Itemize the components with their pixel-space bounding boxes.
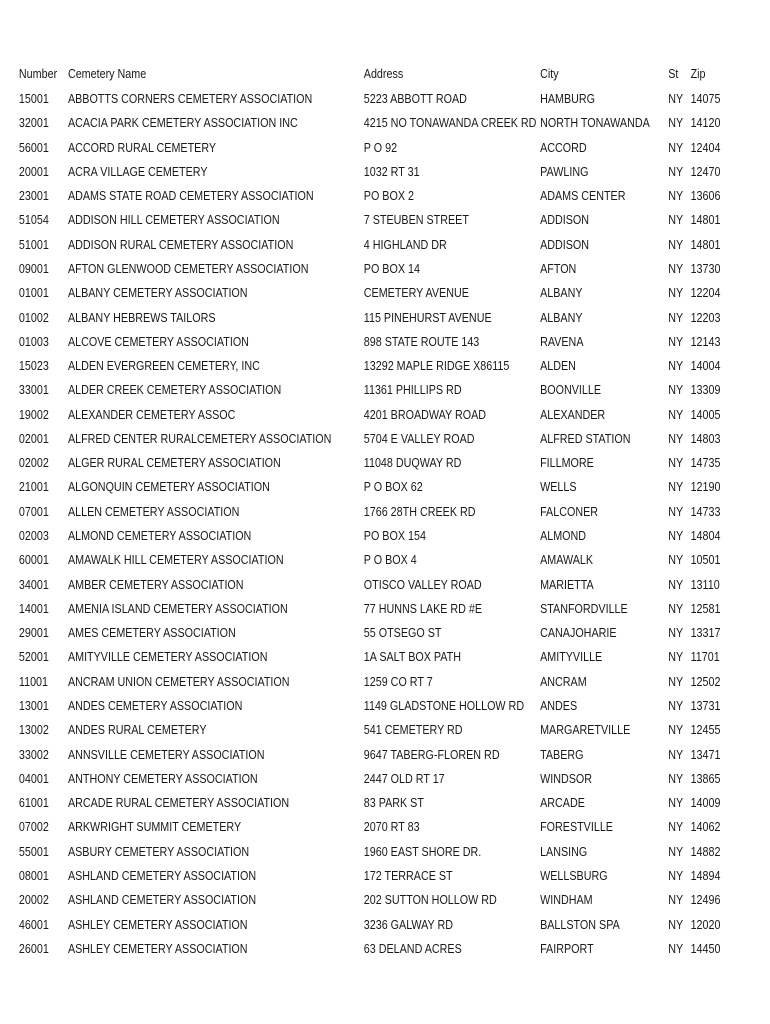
cell-city: ADAMS CENTER xyxy=(540,189,626,204)
cell-cemetery-name: ABBOTTS CORNERS CEMETERY ASSOCIATION xyxy=(67,92,313,106)
table-row xyxy=(0,719,721,741)
cell-city: AMITYVILLE xyxy=(540,650,603,665)
cell-number: 20001 xyxy=(18,164,49,179)
cell-state: NY xyxy=(668,626,684,641)
cell-city: ALFRED STATION xyxy=(540,431,631,446)
cell-number: 61001 xyxy=(18,796,49,811)
cell-zip: 14803 xyxy=(690,431,721,446)
table-row xyxy=(0,112,721,134)
cell-cemetery-name: ALGER RURAL CEMETERY ASSOCIATION xyxy=(67,456,281,471)
column-header-state: St xyxy=(668,67,679,81)
cell-address: PO BOX 14 xyxy=(363,261,420,276)
cell-city: AFTON xyxy=(540,261,577,276)
cell-city: ALEXANDER xyxy=(540,407,606,422)
cell-state: NY xyxy=(668,237,684,252)
cell-cemetery-name: AMENIA ISLAND CEMETERY ASSOCIATION xyxy=(67,601,288,616)
table-row xyxy=(0,452,721,474)
cell-cemetery-name: ANNSVILLE CEMETERY ASSOCIATION xyxy=(67,747,265,762)
cell-cemetery-name: ALEXANDER CEMETERY ASSOC xyxy=(67,407,236,422)
cell-number: 52001 xyxy=(18,650,49,665)
cell-cemetery-name: ACACIA PARK CEMETERY ASSOCIATION INC xyxy=(67,116,298,131)
cell-number: 13002 xyxy=(18,723,49,738)
cell-address: 1259 CO RT 7 xyxy=(363,674,433,689)
cell-cemetery-name: ANTHONY CEMETERY ASSOCIATION xyxy=(67,771,258,786)
cell-state: NY xyxy=(668,383,684,398)
cell-number: 02003 xyxy=(18,529,49,544)
column-header-city: City xyxy=(540,67,559,81)
cell-number: 33001 xyxy=(18,383,49,398)
cell-cemetery-name: ARCADE RURAL CEMETERY ASSOCIATION xyxy=(67,796,290,811)
cell-zip: 13110 xyxy=(690,577,720,592)
cell-number: 01001 xyxy=(18,286,49,301)
cell-zip: 13471 xyxy=(690,747,721,762)
cell-zip: 14882 xyxy=(690,844,721,859)
cell-zip: 14009 xyxy=(690,796,721,811)
table-row xyxy=(0,331,721,353)
cell-city: ADDISON xyxy=(540,237,590,252)
cell-city: ALBANY xyxy=(540,310,583,325)
cell-zip: 14120 xyxy=(690,116,721,131)
cell-city: TABERG xyxy=(540,747,584,762)
column-header-number: Number xyxy=(18,67,58,81)
cell-number: 20002 xyxy=(18,893,49,908)
table-row xyxy=(0,379,721,401)
cell-zip: 12455 xyxy=(690,723,721,738)
cell-address: 1032 RT 31 xyxy=(363,164,420,179)
cell-cemetery-name: ALDEN EVERGREEN CEMETERY, INC xyxy=(67,359,260,374)
table-row xyxy=(0,671,721,693)
column-header-cemetery-name: Cemetery Name xyxy=(67,67,147,81)
cell-cemetery-name: ADDISON RURAL CEMETERY ASSOCIATION xyxy=(67,237,294,252)
cell-cemetery-name: ALBANY CEMETERY ASSOCIATION xyxy=(67,286,248,301)
cell-number: 07001 xyxy=(18,504,49,519)
cell-number: 51001 xyxy=(18,237,49,252)
cell-zip: 12470 xyxy=(690,164,721,179)
cell-city: ARCADE xyxy=(540,796,585,811)
cell-address: 1766 28TH CREEK RD xyxy=(363,504,476,519)
cell-cemetery-name: ASHLEY CEMETERY ASSOCIATION xyxy=(67,917,248,932)
table-row xyxy=(0,574,720,596)
cell-city: FAIRPORT xyxy=(540,941,594,956)
cell-state: NY xyxy=(668,310,684,325)
cell-city: ANDES xyxy=(540,699,578,713)
cell-zip: 11701 xyxy=(690,650,720,665)
table-row xyxy=(0,865,721,887)
cell-state: NY xyxy=(668,334,684,349)
cell-city: ANCRAM xyxy=(540,674,587,689)
cell-city: FORESTVILLE xyxy=(540,820,613,835)
cell-number: 07002 xyxy=(18,820,49,835)
cell-address: 5704 E VALLEY ROAD xyxy=(363,431,475,446)
table-row xyxy=(0,646,720,668)
cell-cemetery-name: AFTON GLENWOOD CEMETERY ASSOCIATION xyxy=(67,261,309,276)
table-row xyxy=(0,938,721,960)
cell-cemetery-name: AMITYVILLE CEMETERY ASSOCIATION xyxy=(67,650,268,665)
cell-state: NY xyxy=(668,189,684,204)
cell-zip: 13309 xyxy=(690,383,721,398)
cell-city: LANSING xyxy=(540,844,588,859)
cell-zip: 13731 xyxy=(690,699,721,713)
cell-address: 5223 ABBOTT ROAD xyxy=(363,92,467,106)
table-row xyxy=(0,792,721,814)
cell-state: NY xyxy=(668,893,684,908)
cell-address: 55 OTSEGO ST xyxy=(363,626,442,641)
cell-zip: 13865 xyxy=(690,771,721,786)
cell-city: ALBANY xyxy=(540,286,583,301)
cell-state: NY xyxy=(668,699,684,713)
cell-state: NY xyxy=(668,407,684,422)
table-row xyxy=(0,476,721,498)
table-row xyxy=(0,355,721,377)
cell-city: BALLSTON SPA xyxy=(540,917,620,932)
cell-zip: 14801 xyxy=(690,213,721,228)
cell-number: 56001 xyxy=(18,140,49,155)
table-row xyxy=(0,695,721,717)
table-row xyxy=(0,161,721,183)
cell-state: NY xyxy=(668,820,684,835)
cell-address: 13292 MAPLE RIDGE X86115 xyxy=(363,359,510,374)
column-header-address: Address xyxy=(363,67,404,81)
cell-cemetery-name: ASHLAND CEMETERY ASSOCIATION xyxy=(67,893,257,908)
cell-number: 01002 xyxy=(18,310,49,325)
cell-zip: 12496 xyxy=(690,893,721,908)
cell-state: NY xyxy=(668,747,684,762)
cell-cemetery-name: ADAMS STATE ROAD CEMETERY ASSOCIATION xyxy=(67,189,314,204)
table-row xyxy=(0,137,721,159)
cell-cemetery-name: ALGONQUIN CEMETERY ASSOCIATION xyxy=(67,480,270,495)
cell-number: 21001 xyxy=(18,480,49,495)
cell-address: 83 PARK ST xyxy=(363,796,424,811)
cell-address: 11048 DUQWAY RD xyxy=(363,456,462,471)
table-row xyxy=(0,598,721,620)
table-header-row xyxy=(0,63,706,85)
table-row xyxy=(0,501,721,523)
cell-cemetery-name: ADDISON HILL CEMETERY ASSOCIATION xyxy=(67,213,280,228)
cell-cemetery-name: ACRA VILLAGE CEMETERY xyxy=(67,164,208,179)
cell-city: ALDEN xyxy=(540,359,576,374)
cell-number: 32001 xyxy=(18,116,49,131)
cell-address: 4215 NO TONAWANDA CREEK RD xyxy=(363,116,537,131)
cell-state: NY xyxy=(668,553,684,568)
cell-state: NY xyxy=(668,941,684,956)
cell-city: PAWLING xyxy=(540,164,589,179)
table-row xyxy=(0,622,721,644)
cell-city: ADDISON xyxy=(540,213,590,228)
cell-number: 23001 xyxy=(18,189,49,204)
table-row xyxy=(0,914,721,936)
cell-state: NY xyxy=(668,723,684,738)
cell-address: 202 SUTTON HOLLOW RD xyxy=(363,893,497,908)
cell-address: 4 HIGHLAND DR xyxy=(363,237,447,252)
cell-zip: 14735 xyxy=(690,456,721,471)
cell-address: 4201 BROADWAY ROAD xyxy=(363,407,487,422)
cell-city: CANAJOHARIE xyxy=(540,626,617,641)
cell-zip: 12204 xyxy=(690,286,721,301)
cell-cemetery-name: ALDER CREEK CEMETERY ASSOCIATION xyxy=(67,383,282,398)
cell-cemetery-name: ACCORD RURAL CEMETERY xyxy=(67,140,217,155)
table-row xyxy=(0,525,721,547)
cell-city: STANFORDVILLE xyxy=(540,601,628,616)
cell-address: P O BOX 62 xyxy=(363,480,423,495)
cell-state: NY xyxy=(668,601,684,616)
cell-zip: 12502 xyxy=(690,674,721,689)
cell-zip: 10501 xyxy=(690,553,721,568)
cell-zip: 14804 xyxy=(690,529,721,544)
cell-address: 2070 RT 83 xyxy=(363,820,420,835)
table-row xyxy=(0,768,721,790)
cell-cemetery-name: ALCOVE CEMETERY ASSOCIATION xyxy=(67,334,249,349)
cell-city: AMAWALK xyxy=(540,553,594,568)
cell-address: PO BOX 154 xyxy=(363,529,426,544)
cell-city: ACCORD xyxy=(540,140,587,155)
cell-number: 33002 xyxy=(18,747,49,762)
table-row xyxy=(0,185,721,207)
cell-address: 3236 GALWAY RD xyxy=(363,917,454,932)
column-header-zip: Zip xyxy=(690,67,706,81)
cell-number: 09001 xyxy=(18,261,49,276)
cell-state: NY xyxy=(668,213,684,228)
cell-address: P O BOX 4 xyxy=(363,553,417,568)
cell-zip: 12020 xyxy=(690,917,721,932)
cell-zip: 12581 xyxy=(690,601,721,616)
cell-state: NY xyxy=(668,504,684,519)
cell-number: 15023 xyxy=(18,359,49,374)
cell-state: NY xyxy=(668,92,684,106)
cell-state: NY xyxy=(668,577,684,592)
table-row xyxy=(0,307,721,329)
cell-state: NY xyxy=(668,868,684,883)
cell-city: FILLMORE xyxy=(540,456,594,471)
cell-zip: 12404 xyxy=(690,140,721,155)
cell-address: P O 92 xyxy=(363,140,398,155)
cell-number: 51054 xyxy=(18,213,49,228)
cell-state: NY xyxy=(668,116,684,131)
cell-state: NY xyxy=(668,359,684,374)
cell-city: FALCONER xyxy=(540,504,599,519)
cell-number: 60001 xyxy=(18,553,49,568)
cell-address: 1149 GLADSTONE HOLLOW RD xyxy=(363,699,525,713)
table-row xyxy=(0,258,721,280)
cell-state: NY xyxy=(668,844,684,859)
cell-number: 11001 xyxy=(18,674,49,689)
table-row xyxy=(0,209,721,231)
cell-number: 13001 xyxy=(18,699,49,713)
cell-city: MARIETTA xyxy=(540,577,594,592)
cell-zip: 14062 xyxy=(690,820,721,835)
cell-number: 15001 xyxy=(18,92,49,106)
cell-zip: 13317 xyxy=(690,626,721,641)
cell-city: WINDHAM xyxy=(540,893,593,908)
table-row xyxy=(0,282,721,304)
cell-address: 115 PINEHURST AVENUE xyxy=(363,310,492,325)
cell-city: MARGARETVILLE xyxy=(540,723,631,738)
cell-state: NY xyxy=(668,286,684,301)
cell-zip: 14005 xyxy=(690,407,721,422)
cell-state: NY xyxy=(668,771,684,786)
cell-zip: 13606 xyxy=(690,189,721,204)
cell-number: 26001 xyxy=(18,941,49,956)
cell-address: 11361 PHILLIPS RD xyxy=(363,383,462,398)
cell-cemetery-name: ANDES RURAL CEMETERY xyxy=(67,723,207,738)
cell-zip: 14004 xyxy=(690,359,721,374)
cell-address: 1960 EAST SHORE DR. xyxy=(363,844,482,859)
cell-city: HAMBURG xyxy=(540,92,596,106)
cell-zip: 14894 xyxy=(690,868,721,883)
cell-cemetery-name: ALBANY HEBREWS TAILORS xyxy=(67,310,216,325)
cell-state: NY xyxy=(668,650,684,665)
cell-cemetery-name: ARKWRIGHT SUMMIT CEMETERY xyxy=(67,820,242,835)
table-row xyxy=(0,549,721,571)
cell-number: 01003 xyxy=(18,334,49,349)
cell-city: WELLS xyxy=(540,480,577,495)
cell-city: ALMOND xyxy=(540,529,587,544)
cell-city: WINDSOR xyxy=(540,771,593,786)
cell-number: 34001 xyxy=(18,577,49,592)
cell-cemetery-name: ASHLAND CEMETERY ASSOCIATION xyxy=(67,868,257,883)
cell-cemetery-name: ASHLEY CEMETERY ASSOCIATION xyxy=(67,941,248,956)
cell-zip: 12143 xyxy=(690,334,721,349)
cell-city: RAVENA xyxy=(540,334,584,349)
table-row xyxy=(0,841,721,863)
cell-state: NY xyxy=(668,529,684,544)
cell-address: 172 TERRACE ST xyxy=(363,868,453,883)
cell-address: 9647 TABERG-FLOREN RD xyxy=(363,747,500,762)
cell-zip: 12190 xyxy=(690,480,721,495)
cell-number: 08001 xyxy=(18,868,49,883)
cell-address: 1A SALT BOX PATH xyxy=(363,650,461,665)
cell-zip: 14801 xyxy=(690,237,721,252)
table-row xyxy=(0,816,721,838)
cell-address: OTISCO VALLEY ROAD xyxy=(363,577,482,592)
cell-address: 541 CEMETERY RD xyxy=(363,723,463,738)
cell-cemetery-name: ALLEN CEMETERY ASSOCIATION xyxy=(67,504,240,519)
cell-state: NY xyxy=(668,164,684,179)
cell-cemetery-name: ALMOND CEMETERY ASSOCIATION xyxy=(67,529,252,544)
cell-city: NORTH TONAWANDA xyxy=(540,116,650,131)
cell-number: 46001 xyxy=(18,917,49,932)
cell-number: 29001 xyxy=(18,626,49,641)
cell-address: 63 DELAND ACRES xyxy=(363,941,462,956)
cell-zip: 13730 xyxy=(690,261,721,276)
cell-zip: 14450 xyxy=(690,941,721,956)
cell-address: 2447 OLD RT 17 xyxy=(363,771,445,786)
cell-city: BOONVILLE xyxy=(540,383,602,398)
cell-state: NY xyxy=(668,796,684,811)
cell-cemetery-name: ANCRAM UNION CEMETERY ASSOCIATION xyxy=(67,674,290,689)
cell-state: NY xyxy=(668,261,684,276)
cell-cemetery-name: ALFRED CENTER RURALCEMETERY ASSOCIATION xyxy=(67,431,332,446)
table-row xyxy=(0,889,721,911)
cell-address: 77 HUNNS LAKE RD #E xyxy=(363,601,483,616)
cell-state: NY xyxy=(668,456,684,471)
cell-number: 55001 xyxy=(18,844,49,859)
cell-zip: 14733 xyxy=(690,504,721,519)
cell-number: 02002 xyxy=(18,456,49,471)
cell-number: 14001 xyxy=(18,601,49,616)
cell-state: NY xyxy=(668,140,684,155)
cell-cemetery-name: AMES CEMETERY ASSOCIATION xyxy=(67,626,236,641)
table-row xyxy=(0,234,721,256)
cell-cemetery-name: ASBURY CEMETERY ASSOCIATION xyxy=(67,844,250,859)
cell-address: PO BOX 2 xyxy=(363,189,414,204)
cell-zip: 14075 xyxy=(690,92,721,106)
cell-address: 7 STEUBEN STREET xyxy=(363,213,469,228)
table-row xyxy=(0,428,721,450)
cell-zip: 12203 xyxy=(690,310,721,325)
cell-number: 19002 xyxy=(18,407,49,422)
cell-state: NY xyxy=(668,917,684,932)
cell-number: 04001 xyxy=(18,771,49,786)
cell-state: NY xyxy=(668,431,684,446)
table-row xyxy=(0,404,721,426)
cell-cemetery-name: AMBER CEMETERY ASSOCIATION xyxy=(67,577,244,592)
cell-address: 898 STATE ROUTE 143 xyxy=(363,334,480,349)
table-row xyxy=(0,88,721,110)
cell-state: NY xyxy=(668,674,684,689)
cell-cemetery-name: AMAWALK HILL CEMETERY ASSOCIATION xyxy=(67,553,284,568)
cell-state: NY xyxy=(668,480,684,495)
cell-cemetery-name: ANDES CEMETERY ASSOCIATION xyxy=(67,699,243,713)
cell-number: 02001 xyxy=(18,431,49,446)
table-row xyxy=(0,744,721,766)
cell-city: WELLSBURG xyxy=(540,868,608,883)
cell-address: CEMETERY AVENUE xyxy=(363,286,469,301)
